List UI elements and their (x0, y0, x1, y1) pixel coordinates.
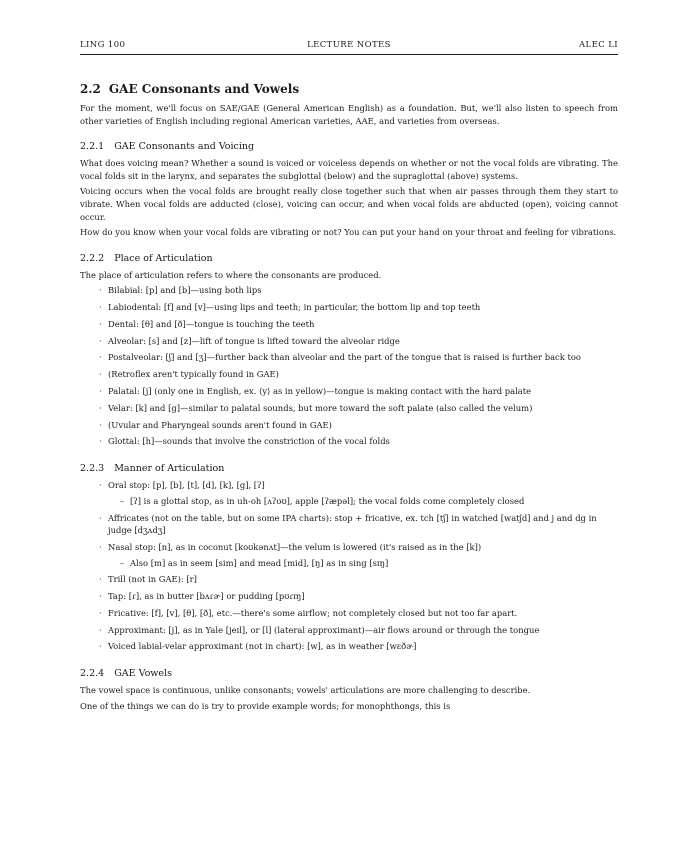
subsection-title: Place of Articulation (114, 252, 213, 264)
running-header (80, 40, 618, 52)
header-title: LECTURE NOTES (307, 40, 391, 50)
sub-list-item: – [ʔ] is a glottal stop, as in uh-oh [ʌʔoʊ], apple [ʔæpəl]; the vocal folds come completely closed (120, 495, 525, 506)
subsection-number: 2.2.4 (80, 668, 105, 680)
list-item: · Dental: [θ] and [ð]—tongue is touching the teeth (99, 318, 315, 329)
paragraph: The place of articulation refers to where the consonants are produced. (80, 269, 382, 280)
subsection-heading-voicing (80, 141, 618, 152)
paragraph: What does voicing mean? Whether a sound is voiced or voiceless depends on whether or not the vocal folds are vibrating. The vocal folds sit in the larynx, and separates the subglottal (below) and the supraglottal (above) systems. (80, 158, 618, 181)
subsection-number: 2.2.1 (80, 141, 105, 153)
paragraph: How do you know when your vocal folds are vibrating or not? You can put your hand on your throat and feeling for vibrations. (80, 227, 617, 238)
manner-list (80, 479, 618, 653)
subsection-heading-place (80, 253, 618, 264)
list-item: · Tap: [ɾ], as in butter [bʌɾɚ] or pudding [pʊɾɪŋ] (99, 591, 305, 602)
subsection-title: GAE Consonants and Voicing (114, 141, 255, 153)
list-item: · Affricates (not on the table, but on some IPA charts): stop + fricative, ex. tch [tʃ] in watched [watʃd] and j and dg in judge [dʒʌdʒ] (99, 512, 597, 536)
list-item: · Approximant: [j], as in Yale [jeɪl], or [l] (lateral approximant)—air flows around or through the tongue (99, 624, 540, 635)
subsection-number: 2.2.3 (80, 463, 105, 475)
list-item: · Bilabial: [p] and [b]—using both lips (99, 285, 262, 296)
paragraph: The vowel space is continuous, unlike consonants; vowels' articulations are more challenging to describe. (80, 685, 531, 696)
subsection-title: Manner of Articulation (114, 463, 225, 475)
sub-list (108, 495, 618, 508)
list-item: · Nasal stop: [n], as in coconut [koʊkənʌt]—the velum is lowered (it's raised as in the [k]) – Also [m] as in seem [sim] and mead [mid], [ŋ] as in sing [sɪŋ] (80, 541, 618, 569)
subsection-number: 2.2.2 (80, 252, 105, 264)
list-item: · (Uvular and Pharyngeal sounds aren't found in GAE) (99, 419, 332, 430)
paragraph: Voicing occurs when the vocal folds are brought really close together such that when air passes through them they start to vibrate. When vocal folds are adducted (close), voicing can occur, and when vocal folds are abducted (open), voicing cannot occur. (80, 186, 618, 222)
list-item: · Labiodental: [f] and [v]—using lips and teeth; in particular, the bottom lip and top teeth (99, 302, 481, 313)
main-content (80, 82, 618, 715)
sub-list (108, 557, 618, 570)
list-item: · Glottal: [h]—sounds that involve the constriction of the vocal folds (99, 436, 390, 447)
header-course: LING 100 (80, 40, 126, 50)
list-item: · Postalveolar: [ʃ] and [ʒ]—further back than alveolar and the part of the tongue that is raised is further back too (99, 352, 581, 363)
subsection-title: GAE Vowels (114, 668, 172, 680)
sub-list-item: – Also [m] as in seem [sim] and mead [mid], [ŋ] as in sing [sɪŋ] (120, 557, 389, 568)
list-item: · Alveolar: [s] and [z]—lift of tongue is lifted toward the alveolar ridge (99, 335, 400, 346)
subsection-heading-vowels (80, 668, 618, 679)
place-list (80, 284, 618, 448)
section-heading (80, 82, 618, 96)
subsection-heading-manner (80, 463, 618, 474)
paragraph: One of the things we can do is try to provide example words; for monophthongs, this is (80, 700, 451, 711)
list-item: · Oral stop: [p], [b], [t], [d], [k], [g], [ʔ] – [ʔ] is a glottal stop, as in uh-oh [ʌʔoʊ], apple [ʔæpəl]; the vocal folds come completely closed (80, 479, 618, 507)
list-item: · (Retroflex aren't typically found in GAE) (99, 369, 279, 380)
section-intro: For the moment, we'll focus on SAE/GAE (General American English) as a foundation. But, we'll also listen to speech from other varieties of English including regional American varieties, AAE, and varieties from overseas. (80, 103, 618, 126)
header-rule (80, 54, 618, 55)
list-item: · Fricative: [f], [v], [θ], [ð], etc.—there's some airflow; not completely closed but not too far apart. (99, 607, 518, 618)
header-author: ALEC LI (579, 40, 618, 50)
section-title: GAE Consonants and Vowels (108, 82, 300, 96)
list-item: · Trill (not in GAE): [r] (99, 574, 197, 585)
section-number: 2.2 (80, 82, 101, 96)
list-item: · Palatal: [j] (only one in English, ex. ⟨y⟩ as in yellow)—tongue is making contact with the hard palate (99, 386, 532, 397)
list-item: · Velar: [k] and [g]—similar to palatal sounds, but more toward the soft palate (also called the velum) (99, 402, 533, 413)
list-item: · Voiced labial-velar approximant (not in chart): [w], as in weather [wɛðɚ] (99, 641, 417, 652)
